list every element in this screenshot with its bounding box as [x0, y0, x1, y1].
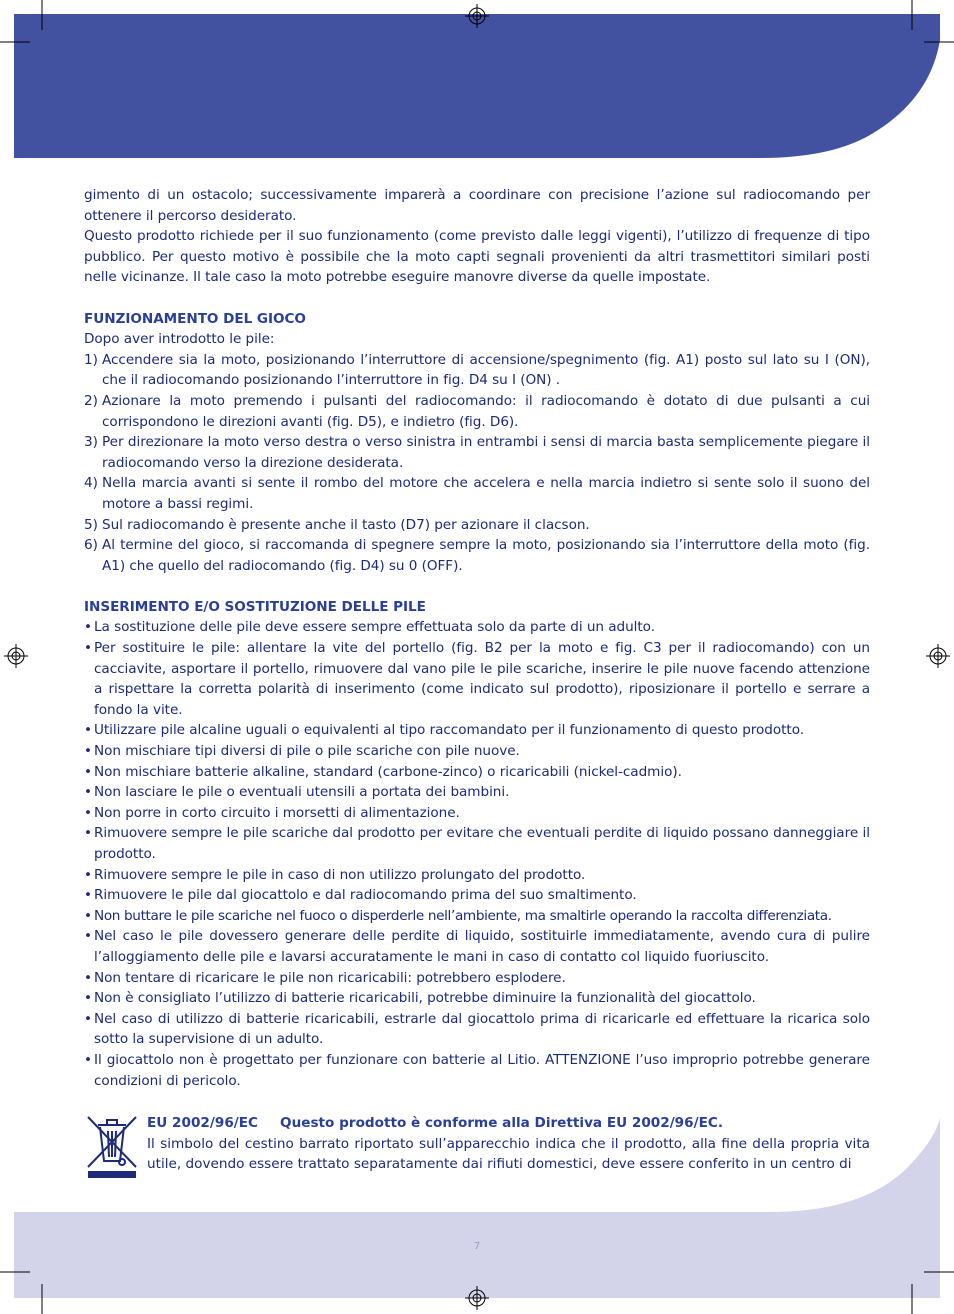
bullet: •	[84, 907, 92, 924]
list-item	[84, 535, 870, 576]
step-text: Accendere sia la moto, posizionando l’interruttore di accensione/spegnimento (fig. A1) posto sul lato su I (ON), che il radiocomando posizionando l’interruttore in fig. D4 su I (ON) .	[102, 351, 870, 389]
bullet-text: Nel caso di utilizzo di batterie ricaricabili, estrarle dal giocattolo prima di ricaricarle ed effettuare la ricarica solo sotto la supervisione di un adulto.	[94, 1010, 870, 1048]
list-item	[84, 617, 870, 638]
list-item	[84, 515, 870, 536]
bullet-text: Per sostituire le pile: allentare la vite del portello (fig. B2 per la moto e fig. C3 per il radiocomando) con un cacciavite, asportare il portello, rimuovere dal vano pile le pile scariche, inserire le pile nuove facendo attenzione a rispettare la corretta polarità di inserimento (come indicato sul prodotto), riposizionare il portello e serrare a fondo la vite.	[94, 640, 870, 718]
list-item	[84, 885, 870, 906]
bullet: •	[84, 969, 92, 986]
step-number: 1)	[84, 351, 98, 368]
bullet-text: Rimuovere sempre le pile scariche dal prodotto per evitare che eventuali perdite di liquido possano danneggiare il prodotto.	[94, 825, 870, 862]
bullet: •	[84, 640, 92, 657]
weee-code: EU 2002/96/EC	[147, 1115, 259, 1131]
gioco-steps	[84, 350, 870, 577]
bullet: •	[84, 784, 92, 801]
list-item	[84, 968, 870, 989]
bullet: •	[84, 928, 92, 945]
list-item	[84, 803, 870, 824]
bullet: •	[84, 825, 92, 842]
list-item	[84, 350, 870, 391]
bullet: •	[84, 763, 92, 780]
bullet-text: Non mischiare tipi diversi di pile o pile scariche con pile nuove.	[94, 743, 520, 760]
section-title-gioco: FUNZIONAMENTO DEL GIOCO	[84, 310, 306, 327]
bullet-text: Rimuovere sempre le pile in caso di non utilizzo prolungato del prodotto.	[94, 866, 586, 883]
weee-heading: Questo prodotto è conforme alla Direttiva EU 2002/96/EC.	[280, 1115, 723, 1131]
weee-body: Il simbolo del cestino barrato riportato sull’apparecchio indica che il prodotto, alla fine della propria vita utile, dovendo essere trattato separatamente dai rifiuti domestici, deve essere conferito in un centro di	[147, 1135, 870, 1173]
list-item	[84, 720, 870, 741]
bullet: •	[84, 722, 92, 739]
list-item	[84, 782, 870, 803]
bullet: •	[84, 866, 92, 883]
step-text: Per direzionare la moto verso destra o verso sinistra in entrambi i sensi di marcia basta semplicemente piegare il radiocomando verso la direzione desiderata.	[102, 434, 870, 471]
bullet-text: Rimuovere le pile dal giocattolo e dal radiocomando prima del suo smaltimento.	[94, 887, 637, 904]
weee-title	[147, 1113, 870, 1134]
step-number: 4)	[84, 475, 98, 492]
bullet-text: Utilizzare pile alcaline uguali o equivalenti al tipo raccomandato per il funzionamento di questo prodotto.	[94, 722, 804, 739]
intro-paragraph-2: Questo prodotto richiede per il suo funzionamento (come previsto dalle leggi vigenti), l’utilizzo di frequenze di tipo pubblico. Per questo motivo è possibile che la moto capti segnali provenienti da altri trasmettitori similari posti nelle vicinanze. Il tale caso la moto potrebbe eseguire manovre diverse da quelle impostate.	[84, 228, 870, 286]
step-number: 5)	[84, 516, 98, 533]
bullet-text: Nel caso le pile dovessero generare delle perdite di liquido, sostituirle immediatamente, avendo cura di pulire l’alloggiamento delle pile e lavarsi accuratamente le mani in caso di contatto col liquido fuoriuscito.	[94, 928, 870, 965]
list-item	[84, 473, 870, 514]
step-text: Nella marcia avanti si sente il rombo del motore che accelera e nella marcia indietro si sente solo il suono del motore a bassi regimi.	[102, 475, 870, 512]
bullet: •	[84, 887, 92, 904]
bullet-text: Non buttare le pile scariche nel fuoco o disperderle nell’ambiente, ma smaltirle operando la raccolta differenziata.	[94, 907, 832, 924]
list-item	[84, 1050, 870, 1091]
list-item	[84, 432, 870, 473]
list-item	[84, 638, 870, 720]
step-number: 6)	[84, 537, 98, 554]
crossed-bin-icon	[84, 1115, 140, 1179]
intro-paragraph-1: gimento di un ostacolo; successivamente imparerà a coordinare con precisione l’azione sul radiocomando per ottenere il percorso desiderato.	[84, 187, 870, 224]
registration-mark-left	[4, 644, 28, 668]
bullet-text: Non è consigliato l’utilizzo di batterie ricaricabili, potrebbe diminuire la funzionalità del giocattolo.	[94, 990, 756, 1007]
list-item	[84, 741, 870, 762]
bullet: •	[84, 990, 92, 1007]
registration-mark-right	[926, 644, 950, 668]
list-item	[84, 906, 870, 927]
bullet-text: Non mischiare batterie alkaline, standard (carbone-zinco) o ricaricabili (nickel-cadmio).	[94, 763, 682, 780]
list-item	[84, 988, 870, 1009]
bullet: •	[84, 1051, 92, 1068]
list-item	[84, 823, 870, 864]
gioco-intro: Dopo aver introdotto le pile:	[84, 331, 275, 348]
step-text: Azionare la moto premendo i pulsanti del radiocomando: il radiocomando è dotato di due pulsanti a cui corrispondono le direzioni avanti (fig. D5), e indietro (fig. D6).	[102, 392, 870, 430]
bullet: •	[84, 619, 92, 636]
main-text	[84, 185, 870, 1091]
bullet-text: La sostituzione delle pile deve essere sempre effettuata solo da parte di un adulto.	[94, 619, 655, 636]
bullet-text: Non porre in corto circuito i morsetti di alimentazione.	[94, 804, 460, 821]
step-number: 3)	[84, 434, 98, 451]
step-number: 2)	[84, 392, 98, 409]
step-text: Sul radiocomando è presente anche il tasto (D7) per azionare il clacson.	[102, 516, 590, 533]
bullet-text: Non tentare di ricaricare le pile non ricaricabili: potrebbero esplodere.	[94, 969, 566, 986]
section-title-pile: INSERIMENTO E/O SOSTITUZIONE DELLE PILE	[84, 598, 426, 615]
list-item	[84, 865, 870, 886]
list-item	[84, 391, 870, 432]
step-text: Al termine del gioco, si raccomanda di spegnere sempre la moto, posizionando sia l’interruttore della moto (fig. A1) che quello del radiocomando (fig. D4) su 0 (OFF).	[102, 537, 870, 574]
list-item	[84, 1009, 870, 1050]
bullet: •	[84, 804, 92, 821]
bullet-text: Non lasciare le pile o eventuali utensili a portata dei bambini.	[94, 784, 510, 801]
bullet: •	[84, 743, 92, 760]
weee-text	[147, 1113, 870, 1175]
list-item	[84, 926, 870, 967]
header-band	[14, 14, 940, 158]
pile-bullets	[84, 617, 870, 1091]
bullet: •	[84, 1010, 92, 1027]
page-number: 7	[473, 1241, 481, 1252]
bullet-text: Il giocattolo non è progettato per funzionare con batterie al Litio. ATTENZIONE l’uso improprio potrebbe generare condizioni di pericolo.	[94, 1051, 870, 1089]
list-item	[84, 762, 870, 783]
